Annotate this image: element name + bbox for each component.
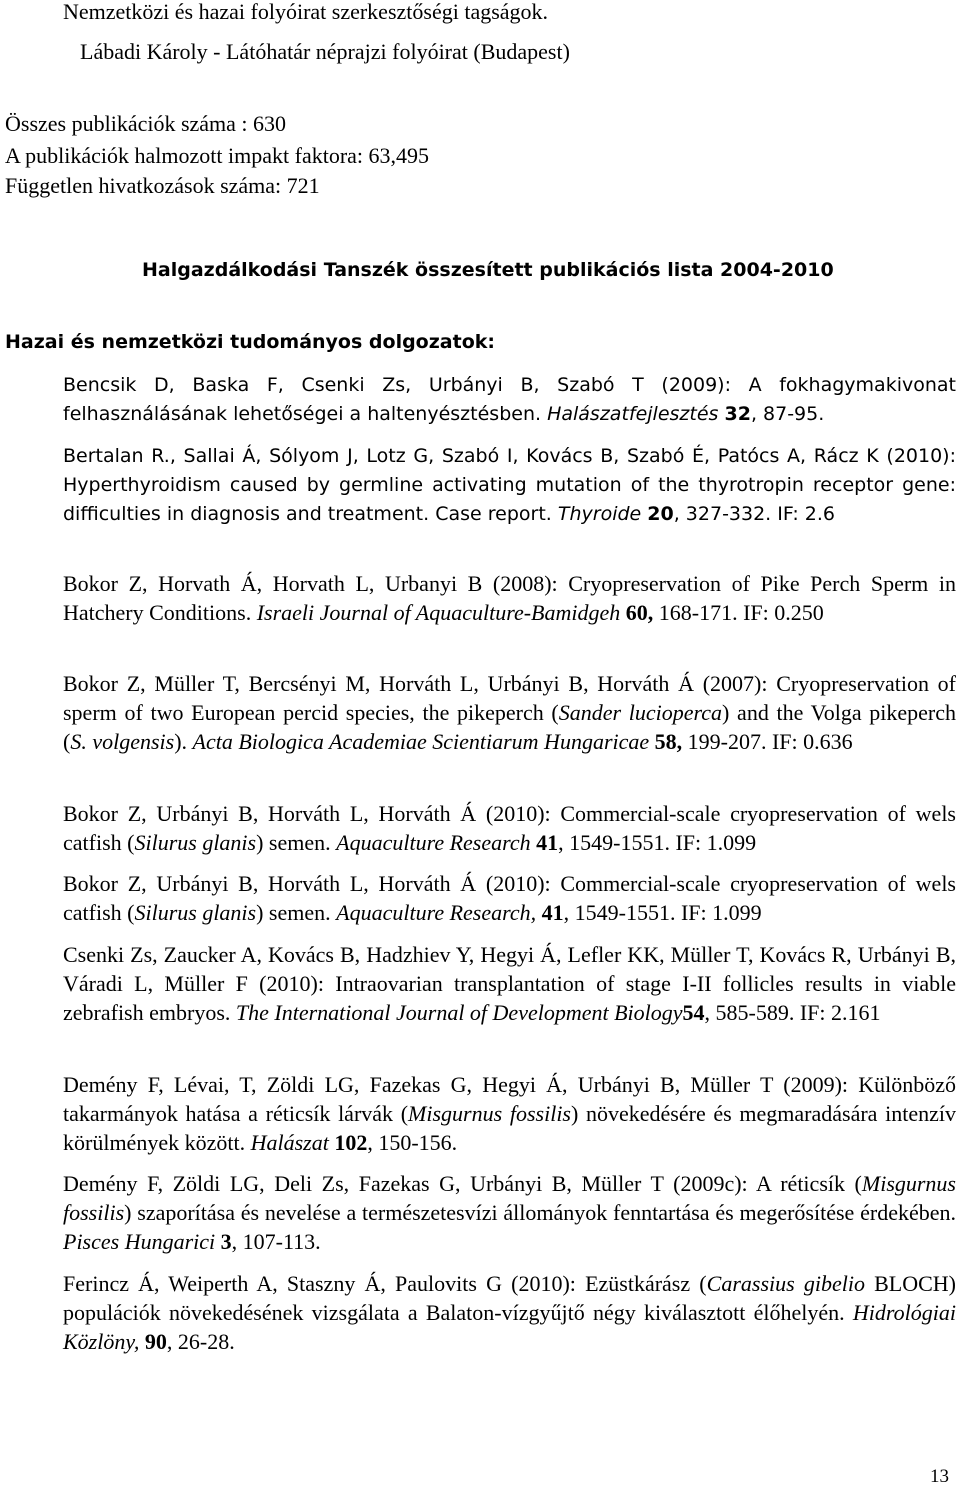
reference-volume: 90	[144, 1329, 167, 1354]
reference-item	[63, 869, 956, 927]
reference-journal: Aquaculture Research,	[336, 900, 537, 925]
reference-species: Misgurnus fossilis	[408, 1101, 571, 1126]
reference-volume: 3	[220, 1229, 232, 1254]
reference-text: ) and the Volga pikeperch (	[63, 700, 956, 754]
subsection-title: Hazai és nemzetközi tudományos dolgozatok:	[5, 331, 495, 353]
reference-authors: Csenki Zs, Zaucker A, Kovács B, Hadzhiev Y, Hegyi Á, Lefler KK, Müller T, Kovács R, Urbányi B, Váradi L, Müller F (2010): Intraovarian transplantation of stage I-II follicles results in viable zebrafish embryos.	[63, 942, 956, 1025]
header-line-journal: Lábadi Károly - Látóhatár néprajzi folyóirat (Budapest)	[80, 39, 570, 64]
reference-species: S. volgensis	[70, 729, 175, 754]
reference-text: ).	[174, 729, 193, 754]
reference-pages: , 87-95.	[750, 403, 825, 425]
reference-pages: 168-171. IF: 0.250	[653, 600, 824, 625]
reference-item	[63, 1070, 956, 1157]
reference-item	[63, 569, 956, 627]
reference-volume: 20	[647, 503, 674, 525]
reference-pages: , 150-156.	[367, 1130, 458, 1155]
stat-independent-citations: Független hivatkozások száma: 721	[5, 173, 320, 198]
reference-pages: , 1549-1551. IF: 1.099	[563, 900, 762, 925]
reference-text: Bokor Z, Müller T, Bercsényi M, Horváth L, Urbányi B, Horváth Á (2007): Cryopreservation of sperm of two European percid species, the pikeperch (	[63, 671, 956, 725]
reference-pages: , 327-332. IF: 2.6	[673, 503, 835, 525]
reference-authors: Bokor Z, Horvath Á, Horvath L, Urbanyi B (2008): Cryopreservation of Pike Perch Sperm in Hatchery Conditions.	[63, 571, 956, 625]
reference-text: Bokor Z, Urbányi B, Horváth L, Horváth Á (2010): Commercial-scale cryopreservation of wels catfish (	[63, 801, 956, 855]
reference-species: Silurus glanis	[134, 830, 257, 855]
reference-text: ) szaporítása és nevelése a természetesvízi állományok fenntartása és megerősítése érdekében.	[124, 1200, 956, 1225]
reference-text: ) semen.	[256, 830, 337, 855]
reference-species: Silurus glanis	[134, 900, 257, 925]
reference-text: Demény F, Lévai, T, Zöldi LG, Fazekas G, Hegyi Á, Urbányi B, Müller T (2009): Különböző takarmányok hatása a réticsík lárvák (	[63, 1072, 956, 1126]
reference-authors: Bertalan R., Sallai Á, Sólyom J, Lotz G, Szabó I, Kovács B, Szabó É, Patócs A, Rácz K (2010): Hyperthyroidism caused by germline activating mutation of the thyrotropin receptor gene: difficulties in diagnosis and treatment. Case report.	[63, 445, 956, 525]
reference-journal: Israeli Journal of Aquaculture-Bamidgeh	[256, 600, 621, 625]
reference-text: ) semen.	[256, 900, 337, 925]
reference-journal: Hidrológiai Közlöny,	[63, 1300, 956, 1354]
reference-text: Bokor Z, Urbányi B, Horváth L, Horváth Á (2010): Commercial-scale cryopreservation of wels catfish (	[63, 871, 956, 925]
reference-volume: 60,	[625, 600, 654, 625]
reference-volume: 41	[536, 830, 559, 855]
reference-text: BLOCH) populációk növekedésének vizsgálata a Balaton-vízgyűjtő négy kiválasztott élőhelyén.	[63, 1271, 957, 1325]
reference-pages: , 585-589. IF: 2.161	[704, 1000, 881, 1025]
reference-species: Misgurnus fossilis	[63, 1171, 956, 1225]
reference-journal: Pisces Hungarici	[63, 1229, 216, 1254]
reference-item	[63, 669, 956, 756]
reference-pages: , 107-113.	[231, 1229, 321, 1254]
reference-journal: Acta Biologica Academiae Scientiarum Hungaricae	[192, 729, 650, 754]
reference-volume: 32	[724, 403, 751, 425]
reference-text: Ferincz Á, Weiperth A, Staszny Á, Paulovits G (2010): Ezüstkárász (	[63, 1271, 707, 1296]
stat-total-publications: Összes publikációk száma : 630	[5, 111, 287, 136]
reference-pages: , 1549-1551. IF: 1.099	[558, 830, 757, 855]
reference-item	[63, 799, 956, 857]
reference-journal: Aquaculture Research	[336, 830, 531, 855]
reference-pages: , 26-28.	[166, 1329, 235, 1354]
reference-volume: 41	[541, 900, 564, 925]
reference-item	[63, 1169, 956, 1256]
reference-item	[63, 442, 956, 529]
reference-text: Demény F, Zöldi LG, Deli Zs, Fazekas G, Urbányi B, Müller T (2009c): A réticsík (	[63, 1171, 862, 1196]
reference-text: ) növekedésére és megmaradására intenzív körülmények között.	[63, 1101, 956, 1155]
reference-volume: 58,	[654, 729, 683, 754]
reference-volume: 102	[334, 1130, 368, 1155]
header-line-editorial: Nemzetközi és hazai folyóirat szerkesztőségi tagságok.	[63, 0, 549, 24]
page-number: 13	[930, 1466, 949, 1487]
reference-volume: 54	[682, 1000, 705, 1025]
reference-journal: Thyroide	[557, 503, 642, 525]
reference-authors: Bencsik D, Baska F, Csenki Zs, Urbányi B, Szabó T (2009): A fokhagymakivonat felhasználásának lehetőségei a haltenyésztésben.	[63, 374, 956, 425]
reference-pages: 199-207. IF: 0.636	[682, 729, 853, 754]
section-title: Halgazdálkodási Tanszék összesített publikációs lista 2004-2010	[142, 259, 834, 281]
reference-item	[63, 940, 956, 1027]
reference-journal: Halászat	[250, 1130, 329, 1155]
reference-journal: The International Journal of Development Biology	[235, 1000, 683, 1025]
reference-item	[63, 371, 956, 429]
reference-journal: Halászatfejlesztés	[547, 403, 719, 425]
reference-item	[63, 1269, 956, 1356]
reference-species: Sander lucioperca	[558, 700, 723, 725]
stat-impact-factor: A publikációk halmozott impakt faktora: 63,495	[5, 143, 430, 168]
reference-species: Carassius gibelio	[706, 1271, 865, 1296]
